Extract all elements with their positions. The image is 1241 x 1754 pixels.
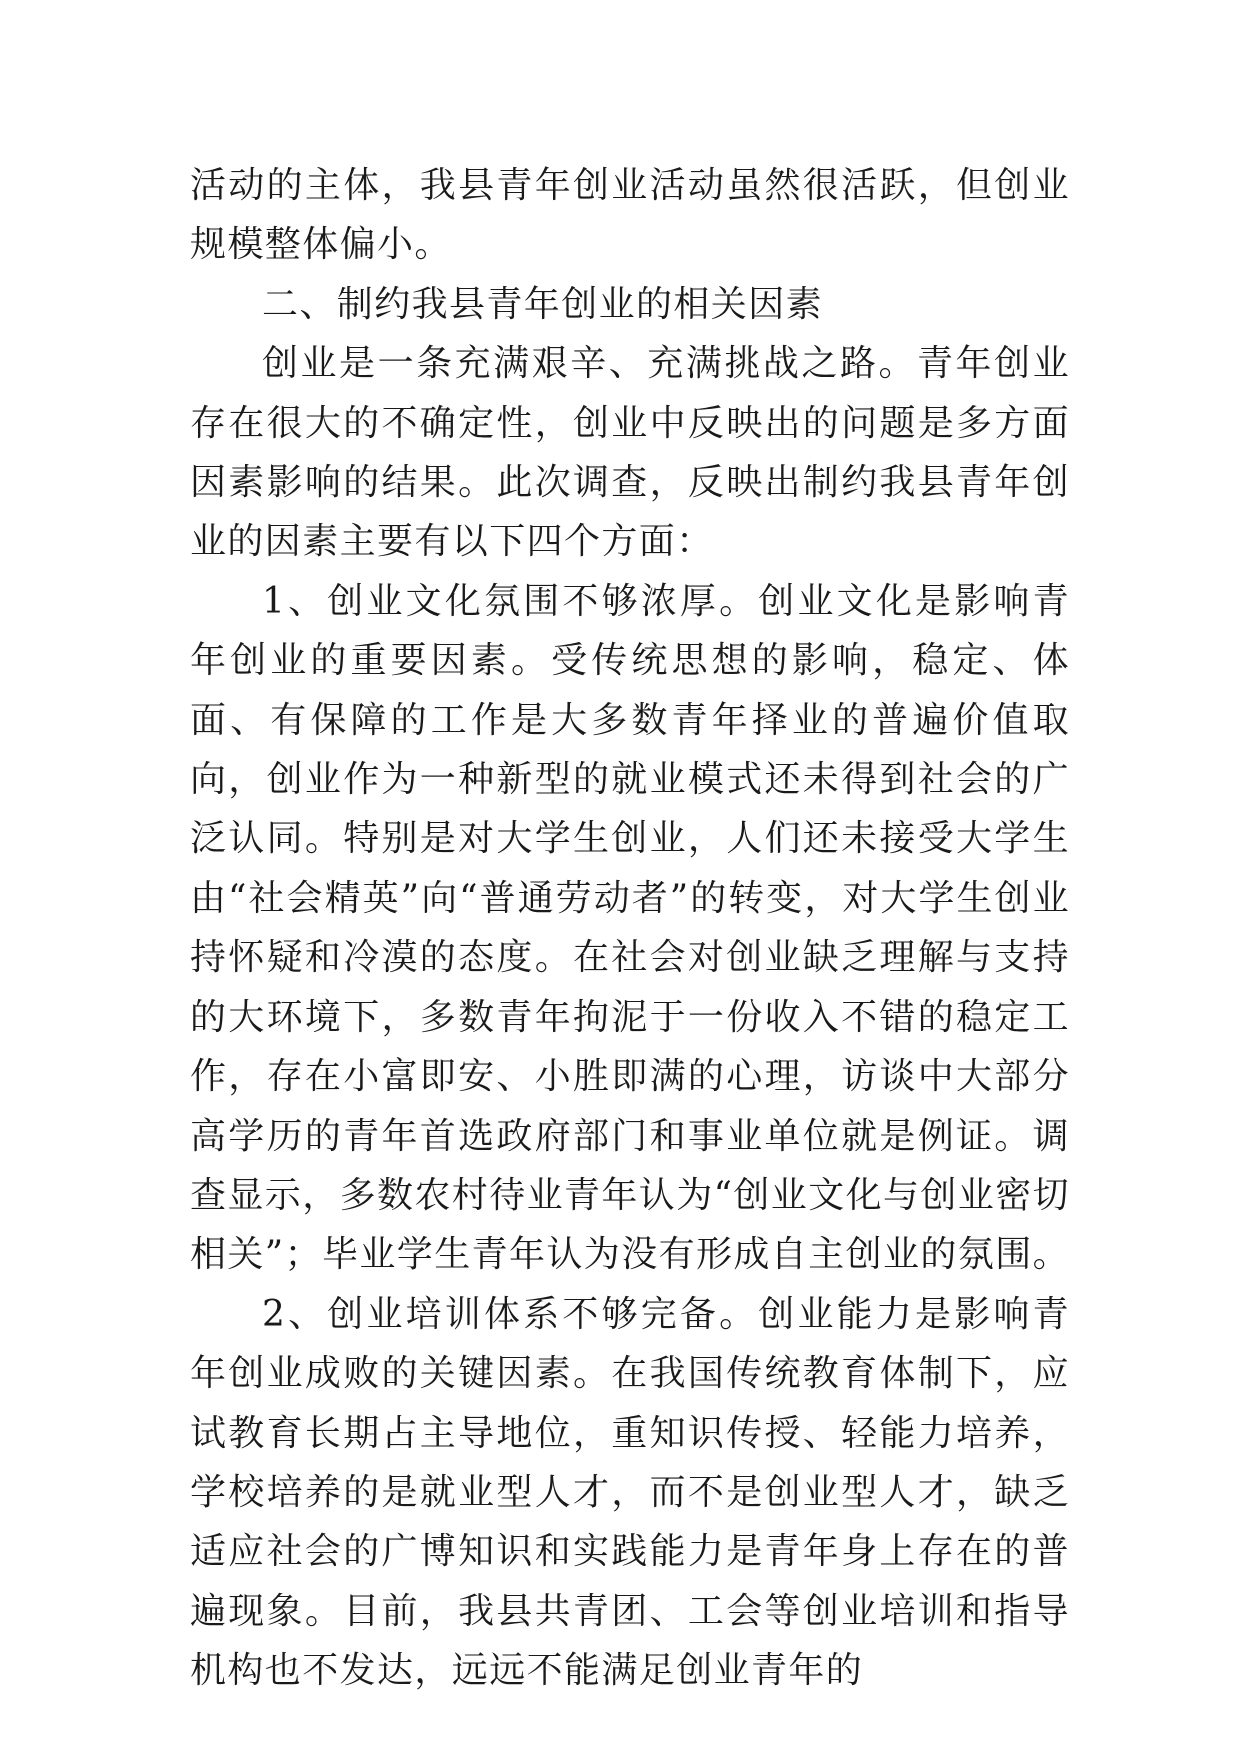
paragraph-intro: 创业是一条充满艰辛、充满挑战之路。青年创业存在很大的不确定性，创业中反映出的问题是多方面因素影响的结果。此次调查，反映出制约我县青年创业的因素主要有以下四个方面： bbox=[190, 343, 1070, 563]
section-heading: 二、制约我县青年创业的相关因素 bbox=[262, 283, 824, 325]
document-body bbox=[190, 156, 1070, 1701]
paragraph-continuation: 活动的主体，我县青年创业活动虽然很活跃，但创业规模整体偏小。 bbox=[190, 165, 1070, 266]
paragraph-point-2: 2、创业培训体系不够完备。创业能力是影响青年创业成败的关键因素。在我国传统教育体制下，应试教育长期占主导地位，重知识传授、轻能力培养，学校培养的是就业型人才，而不是创业型人才，缺乏适应社会的广博知识和实践能力是青年身上存在的普遍现象。目前，我县共青团、工会等创业培训和指导机构也不发达，远远不能满足创业青年的 bbox=[190, 1293, 1070, 1692]
paragraph-point-1: 1、创业文化氛围不够浓厚。创业文化是影响青年创业的重要因素。受传统思想的影响，稳定、体面、有保障的工作是大多数青年择业的普遍价值取向，创业作为一种新型的就业模式还未得到社会的广泛认同。特别是对大学生创业，人们还未接受大学生由“社会精英”向“普通劳动者”的转变，对大学生创业持怀疑和冷漠的态度。在社会对创业缺乏理解与支持的大环境下，多数青年拘泥于一份收入不错的稳定工作，存在小富即安、小胜即满的心理，访谈中大部分高学历的青年首选政府部门和事业单位就是例证。调查显示，多数农村待业青年认为“创业文化与创业密切相关”；毕业学生青年认为没有形成自主创业的氛围。 bbox=[190, 580, 1071, 1276]
